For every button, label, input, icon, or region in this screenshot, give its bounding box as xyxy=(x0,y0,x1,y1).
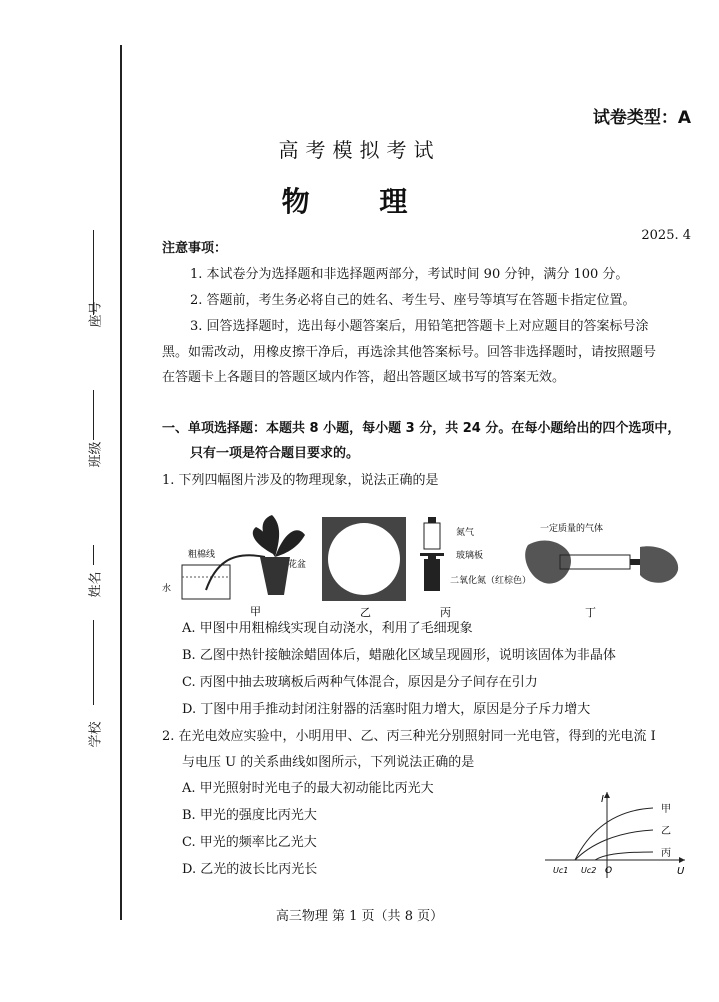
q2-option-b: B. 甲光的强度比丙光大 xyxy=(182,808,317,823)
axis-u-label: U xyxy=(677,866,685,877)
class-field xyxy=(50,390,110,540)
q1-option-b: B. 乙图中热针接触涂蜡固体后，蜡融化区域呈现圆形，说明该固体为非晶体 xyxy=(182,648,616,663)
question-2-graph xyxy=(545,790,695,880)
notice-item: 1. 本试卷分为选择题和非选择题两部分，考试时间 90 分钟，满分 100 分。 xyxy=(190,267,629,282)
curve-bing xyxy=(595,852,653,860)
school-field xyxy=(50,715,110,755)
page-footer: 高三物理 第 1 页（共 8 页） xyxy=(275,909,444,924)
exam-date: 2025. 4 xyxy=(641,228,691,243)
notice-item: 黑。如需改动，用橡皮擦干净后，再选涂其他答案标号。回答非选择题时，请按照题号 xyxy=(162,345,657,360)
name-label: 姓名 xyxy=(88,571,104,598)
seat-label: 座号 xyxy=(88,301,104,328)
axis-i-label: I xyxy=(601,794,604,805)
q2-option-c: C. 甲光的频率比乙光大 xyxy=(182,835,317,850)
binding-line xyxy=(120,45,122,920)
figure-jia xyxy=(162,515,306,618)
question-2-stem-cont: 与电压 U 的关系曲线如图所示，下列说法正确的是 xyxy=(182,755,475,770)
q2-option-d: D. 乙光的波长比丙光长 xyxy=(182,862,318,877)
figure-ding xyxy=(525,522,678,619)
label-pot: 花盆 xyxy=(288,560,307,570)
label-gas: 一定质量的气体 xyxy=(540,524,604,534)
question-2-stem: 2. 在光电效应实验中，小明用甲、乙、丙三种光分别照射同一光电管，得到的光电流 I xyxy=(162,729,656,744)
class-label: 班级 xyxy=(88,441,104,468)
class-underline xyxy=(93,390,94,440)
section-heading: 一、单项选择题：本题共 8 小题，每小题 3 分，共 24 分。在每小题给出的四个选项中， xyxy=(162,421,681,436)
q1-option-a: A. 甲图中用粗棉线实现自动浇水，利用了毛细现象 xyxy=(182,621,473,636)
notice-heading: 注意事项： xyxy=(162,241,228,256)
iu-graph-svg xyxy=(545,790,695,880)
origin-label: O xyxy=(605,866,613,876)
curve-yi xyxy=(575,830,653,860)
figure-yi xyxy=(322,517,406,619)
section-heading-cont: 只有一项是符合题目要求的。 xyxy=(190,446,360,461)
question-1-stem: 1. 下列四幅图片涉及的物理现象，说法正确的是 xyxy=(162,473,439,488)
label-cotton: 粗棉线 xyxy=(188,550,216,560)
q2-option-a: A. 甲光照射时光电子的最大初动能比丙光大 xyxy=(182,781,434,796)
curve-label-bing: 丙 xyxy=(661,848,671,859)
figure-bing xyxy=(420,517,531,619)
question-1-figure xyxy=(160,495,695,625)
label-no2: 二氧化氮（红棕色） xyxy=(450,576,532,586)
name-underline xyxy=(93,545,94,565)
label-glass: 玻璃板 xyxy=(456,551,484,561)
school-underline xyxy=(93,620,94,705)
label-bing: 丙 xyxy=(440,606,451,619)
exam-type: 试卷类型：A xyxy=(592,108,691,128)
subject-title: 物 理 xyxy=(281,185,438,218)
label-water: 水 xyxy=(162,584,172,594)
label-yi: 乙 xyxy=(360,606,371,619)
curve-label-yi: 乙 xyxy=(661,826,671,837)
q1-option-c: C. 丙图中抽去玻璃板后两种气体混合，原因是分子间存在引力 xyxy=(182,675,538,690)
exam-title: 高考模拟考试 xyxy=(278,138,441,162)
q1-option-d: D. 丁图中用手推动封闭注射器的活塞时阻力增大，原因是分子斥力增大 xyxy=(182,702,591,717)
label-jia: 甲 xyxy=(250,605,261,618)
question-1-figure-svg xyxy=(160,495,695,625)
label-ding: 丁 xyxy=(585,606,596,619)
notice-item: 在答题卡上各题目的答题区域内作答，超出答题区域书写的答案无效。 xyxy=(162,370,566,385)
uc1-label: Uc1 xyxy=(553,866,569,875)
school-label: 学校 xyxy=(88,721,104,748)
notice-item: 3. 回答选择题时，选出每小题答案后，用铅笔把答题卡上对应题目的答案标号涂 xyxy=(190,319,649,334)
name-field xyxy=(50,545,110,705)
notice-item: 2. 答题前，考生务必将自己的姓名、考生号、座号等填写在答题卡指定位置。 xyxy=(190,293,636,308)
uc2-label: Uc2 xyxy=(581,866,597,875)
curve-label-jia: 甲 xyxy=(661,804,671,815)
label-nitrogen: 氮气 xyxy=(456,528,475,538)
seat-field xyxy=(50,205,110,365)
